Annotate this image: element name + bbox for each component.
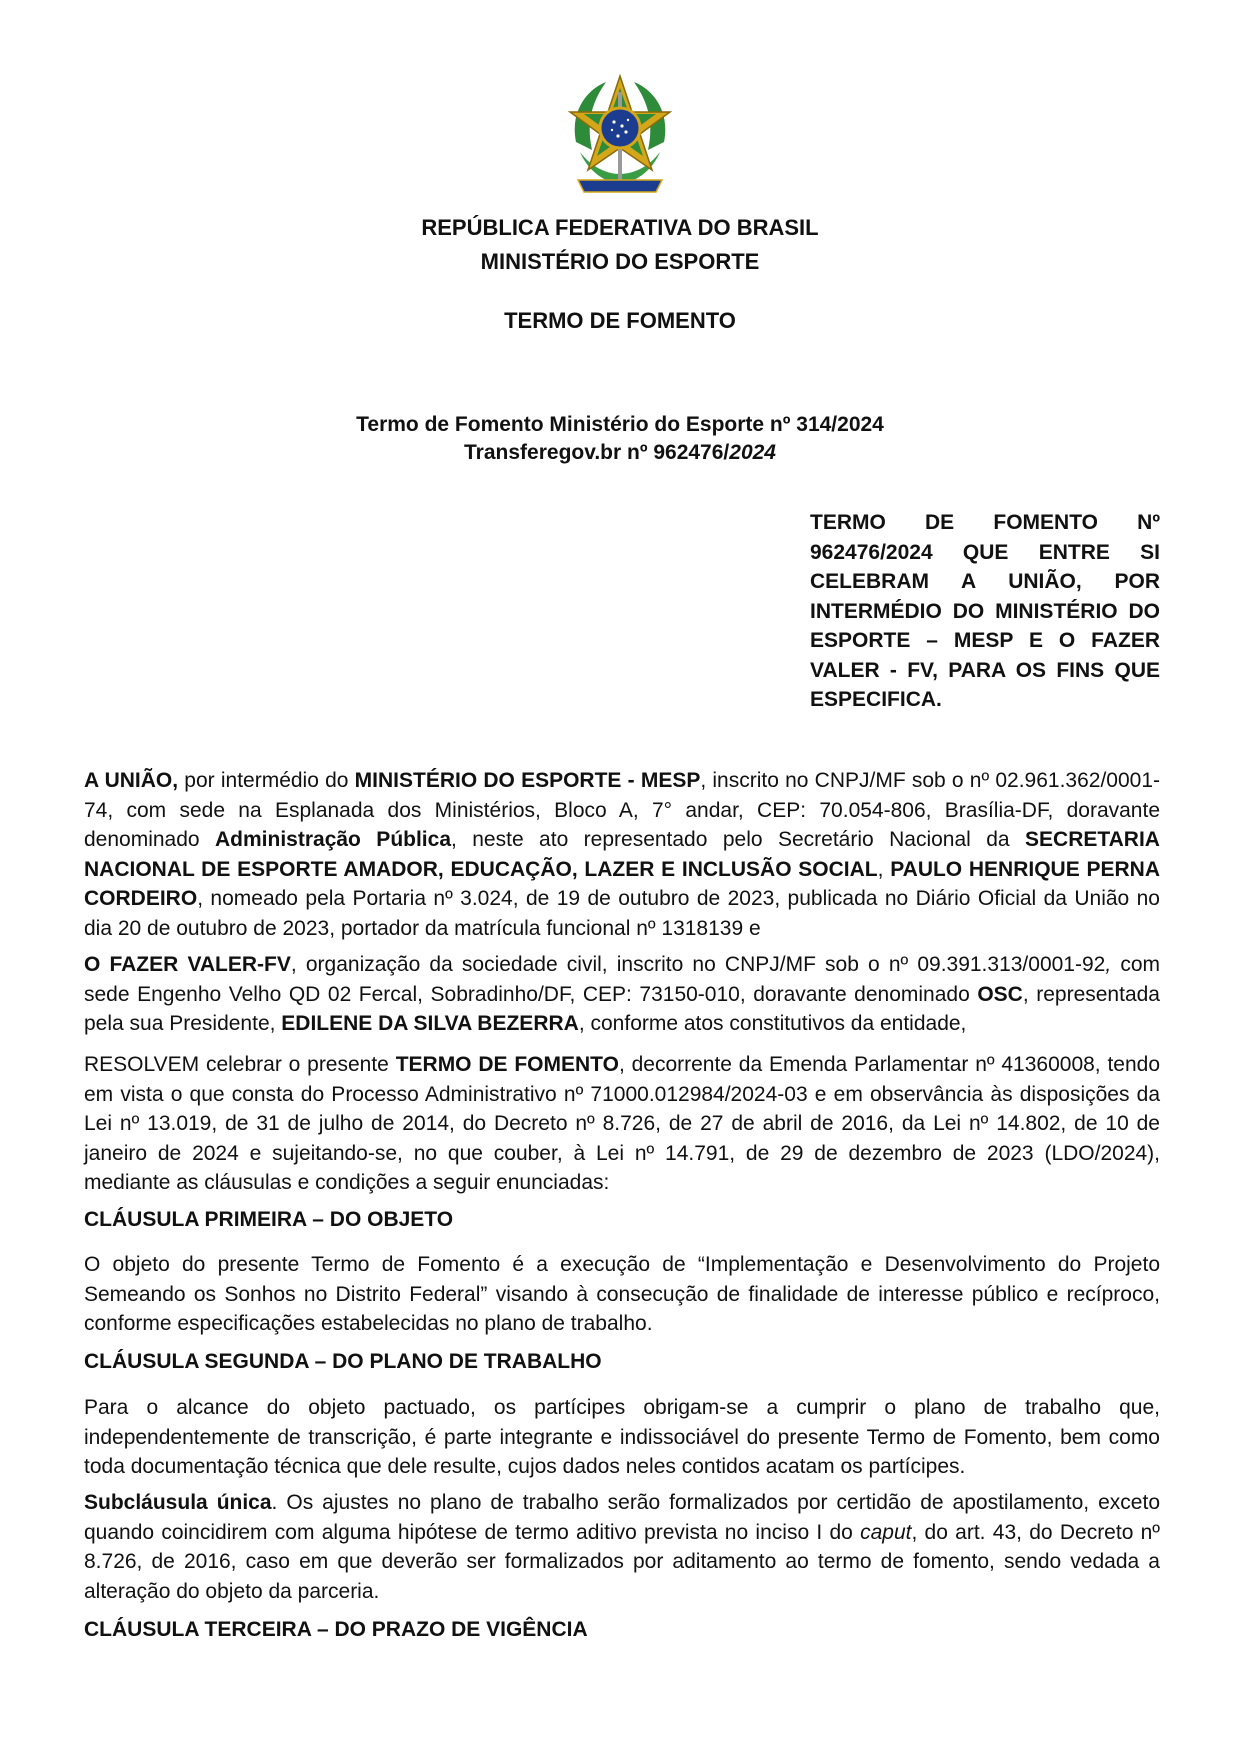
- clause-first-title: CLÁUSULA PRIMEIRA – DO OBJETO: [84, 1208, 454, 1231]
- clause-second-text: Para o alcance do objeto pactuado, os partícipes obrigam-se a cumprir o plano de trabalho que, independentemente de transcrição, é parte integrante e indissociável do presente Termo de Fomento, bem como toda documentação técnica que dele resulte, cujos dados neles contidos acatam os partícipes.: [84, 1396, 1160, 1478]
- brazil-coat-of-arms-icon: [556, 72, 684, 200]
- clause-first-text: O objeto do presente Termo de Fomento é a execução de “Implementação e Desenvolvimento do Projeto Semeando os Sonhos no Distrito Federal” visando à consecução de finalidade de interesse público e recíproco, conforme especificações estabelecidas no plano de trabalho.: [84, 1253, 1160, 1335]
- paragraph-parties-uniao: A UNIÃO, por intermédio do MINISTÉRIO DO ESPORTE - MESP, inscrito no CNPJ/MF sob o nº 02.961.362/0001-74, com sede na Esplanada dos Ministérios, Bloco A, 7° andar, CEP: 70.054-806, Brasília-DF, doravante denominado Administração Pública, neste ato representado pelo Secretário Nacional da SECRETARIA NACIONAL DE ESPORTE AMADOR, EDUCAÇÃO, LAZER E INCLUSÃO SOCIAL, PAULO HENRIQUE PERNA CORDEIRO, nomeado pela Portaria nº 3.024, de 19 de outubro de 2023, publicada no Diário Oficial da União no dia 20 de outubro de 2023, portador da matrícula funcional nº 1318139 e: [84, 769, 1160, 940]
- header-ministry: MINISTÉRIO DO ESPORTE: [480, 249, 760, 274]
- paragraph-parties-osc: O FAZER VALER-FV, organização da sociedade civil, inscrito no CNPJ/MF sob o nº 09.391.313/0001-92, com sede Engenho Velho QD 02 Fercal, Sobradinho/DF, CEP: 73150-010, doravante denominado OSC, representada pela sua Presidente, EDILENE DA SILVA BEZERRA, conforme atos constitutivos da entidade,: [84, 953, 1160, 1035]
- header-republic: REPÚBLICA FEDERATIVA DO BRASIL: [421, 215, 819, 240]
- clause-second-subclause: Subcláusula única. Os ajustes no plano de trabalho serão formalizados por certidão de apostilamento, exceto quando coincidirem com alguma hipótese de termo aditivo prevista no inciso I do caput, do art. 43, do Decreto nº 8.726, de 2016, caso em que deverão ser formalizados por aditamento ao termo de fomento, sendo vedada a alteração do objeto da parceria.: [84, 1491, 1161, 1603]
- transferegov-number-line: Transferegov.br nº 962476/2024: [464, 441, 776, 464]
- header-document-type: TERMO DE FOMENTO: [504, 308, 736, 333]
- paragraph-resolvem: RESOLVEM celebrar o presente TERMO DE FOMENTO, decorrente da Emenda Parlamentar nº 41360008, tendo em vista o que consta do Processo Administrativo nº 71000.012984/2024-03 e em observância às disposições da Lei nº 13.019, de 31 de julho de 2014, do Decreto nº 8.726, de 27 de abril de 2016, da Lei nº 14.802, de 10 de janeiro de 2024 e sujeitando-se, no que couber, à Lei nº 14.791, de 29 de dezembro de 2023 (LDO/2024), mediante as cláusulas e condições a seguir enunciadas:: [84, 1053, 1161, 1194]
- reference-number-line: Termo de Fomento Ministério do Esporte nº 314/2024: [356, 413, 884, 436]
- clause-second-title: CLÁUSULA SEGUNDA – DO PLANO DE TRABALHO: [84, 1350, 602, 1373]
- clause-third-title: CLÁUSULA TERCEIRA – DO PRAZO DE VIGÊNCIA: [84, 1618, 588, 1641]
- ementa-block: TERMO DE FOMENTO Nº 962476/2024 QUE ENTRE SI CELEBRAM A UNIÃO, POR INTERMÉDIO DO MINISTÉRIO DO ESPORTE – MESP E O FAZER VALER - FV, PARA OS FINS QUE ESPECIFICA.: [810, 511, 1160, 711]
